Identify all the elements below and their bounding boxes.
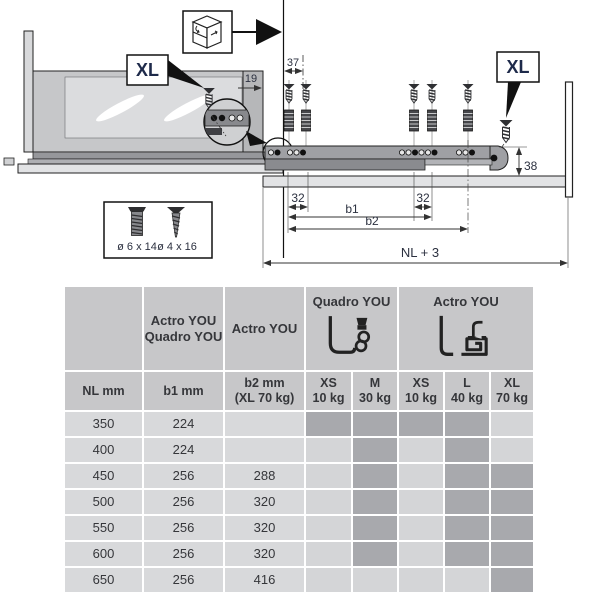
nl-value: 600 [65,542,142,566]
nl-value: 450 [65,464,142,488]
availability-cell-quadro-xs [306,516,351,540]
b1-value: 224 [144,438,223,462]
svg-text:b2: b2 [365,214,379,228]
column-header-b1: b1 mm [144,372,223,410]
nl-value: 550 [65,516,142,540]
xl-callout-right [496,52,539,155]
dimension-32-left [289,191,307,207]
availability-cell-actro-l [445,464,489,488]
availability-cell-quadro-m [353,438,397,462]
screw-small-label: ø 4 x 16 [157,241,197,253]
availability-cell-quadro-xs [306,568,351,592]
b1-value: 256 [144,542,223,566]
availability-cell-actro-l [445,516,489,540]
availability-cell-actro-xl [491,464,533,488]
screw-legend [104,202,212,258]
b1-value: 256 [144,464,223,488]
svg-text:37: 37 [286,57,300,69]
dowel-icon [428,110,437,131]
cabinet-front-panel [566,82,573,197]
column-header-quadro-xs: XS 10 kg [306,372,351,410]
svg-text:32: 32 [416,191,430,205]
dimension-32-right [415,191,431,207]
column-header-actro-xl: XL 70 kg [491,372,533,410]
availability-cell-quadro-xs [306,464,351,488]
svg-text:32: 32 [291,191,305,205]
actro-you-group-header [399,287,533,370]
column-header-nl: NL mm [65,372,142,410]
column-header-actro-xs: XS 10 kg [399,372,443,410]
svg-text:19: 19 [244,73,258,85]
availability-cell-actro-l [445,490,489,514]
column-header-actro-l: L 40 kg [445,372,489,410]
spec-table [65,287,533,592]
cabinet-3d-icon [193,16,221,48]
b2-value: 320 [225,490,304,514]
availability-cell-actro-xs [399,464,443,488]
b1-group-header [144,287,223,370]
availability-cell-actro-xl [491,412,533,436]
b1-value: 256 [144,490,223,514]
technical-drawing [0,0,600,280]
availability-cell-actro-xs [399,568,443,592]
availability-cell-actro-xs [399,516,443,540]
availability-cell-quadro-m [353,542,397,566]
cabinet-rail-view [263,82,573,197]
nl-value: 350 [65,412,142,436]
b2-value [225,412,304,436]
availability-cell-quadro-m [353,490,397,514]
availability-cell-actro-l [445,568,489,592]
availability-cell-quadro-m [353,464,397,488]
cabinet-bottom-right [263,176,569,187]
svg-text:b1: b1 [345,202,359,216]
b2-group-header [225,287,304,370]
header-label: Actro YOU [231,320,298,336]
b1-value: 224 [144,412,223,436]
rail-lower-profile [265,159,425,170]
nl-value: 650 [65,568,142,592]
dowel-icon [410,110,419,131]
availability-cell-quadro-m [353,516,397,540]
availability-cell-actro-xl [491,568,533,592]
b1-value: 256 [144,568,223,592]
header-label: Actro YOU [150,313,217,329]
availability-cell-actro-xl [491,516,533,540]
dimension-b2 [289,214,467,229]
nl-value: 500 [65,490,142,514]
column-header-quadro-m: M 30 kg [353,372,397,410]
availability-cell-actro-xs [399,438,443,462]
availability-cell-actro-xl [491,490,533,514]
actro-you-profile-icon [433,312,499,360]
dowel-icon [302,110,311,131]
screw-icon [500,120,513,143]
cabinet-rear-panel [24,31,33,152]
b1-value: 256 [144,516,223,540]
availability-cell-quadro-xs [306,412,351,436]
availability-cell-quadro-m [353,568,397,592]
header-label: Quadro YOU [144,328,223,344]
quadro-you-group-header [306,287,397,370]
cabinet-reference [183,11,282,53]
availability-cell-quadro-xs [306,542,351,566]
availability-cell-actro-xl [491,438,533,462]
dowel-icon [464,110,473,131]
svg-text:38: 38 [524,159,538,173]
mounting-screws [283,80,473,150]
header-label: Actro YOU [433,294,499,309]
corner-header-cell [65,287,142,370]
b2-value: 416 [225,568,304,592]
arrow-icon [256,19,282,45]
b2-value: 320 [225,516,304,540]
front-bracket [4,158,14,165]
rail-step [425,159,492,165]
availability-cell-actro-xs [399,490,443,514]
availability-cell-quadro-xs [306,438,351,462]
runner-profile [28,159,283,164]
column-header-b2: b2 mm (XL 70 kg) [225,372,304,410]
drawer-side-view [4,31,283,173]
availability-cell-actro-xl [491,542,533,566]
xl-label-right: XL [506,57,530,77]
screw-large-label: ø 6 x 14 [117,241,157,253]
availability-cell-actro-l [445,542,489,566]
availability-cell-actro-l [445,438,489,462]
b2-value: 320 [225,542,304,566]
availability-cell-actro-xs [399,412,443,436]
availability-cell-quadro-m [353,412,397,436]
callout-pointer [506,82,521,118]
dimension-b1 [289,202,431,217]
b2-value [225,438,304,462]
availability-cell-actro-l [445,412,489,436]
drawer-runner [33,152,283,159]
svg-text:NL + 3: NL + 3 [400,245,440,260]
dimension-nl3 [264,245,567,263]
b2-value: 288 [225,464,304,488]
availability-cell-actro-xs [399,542,443,566]
header-label: Quadro YOU [312,294,391,309]
xl-label-left: XL [135,60,160,80]
quadro-you-profile-icon [324,312,380,360]
nl-value: 400 [65,438,142,462]
dowel-icon [285,110,294,131]
availability-cell-quadro-xs [306,490,351,514]
cabinet-bottom-left [18,164,283,173]
